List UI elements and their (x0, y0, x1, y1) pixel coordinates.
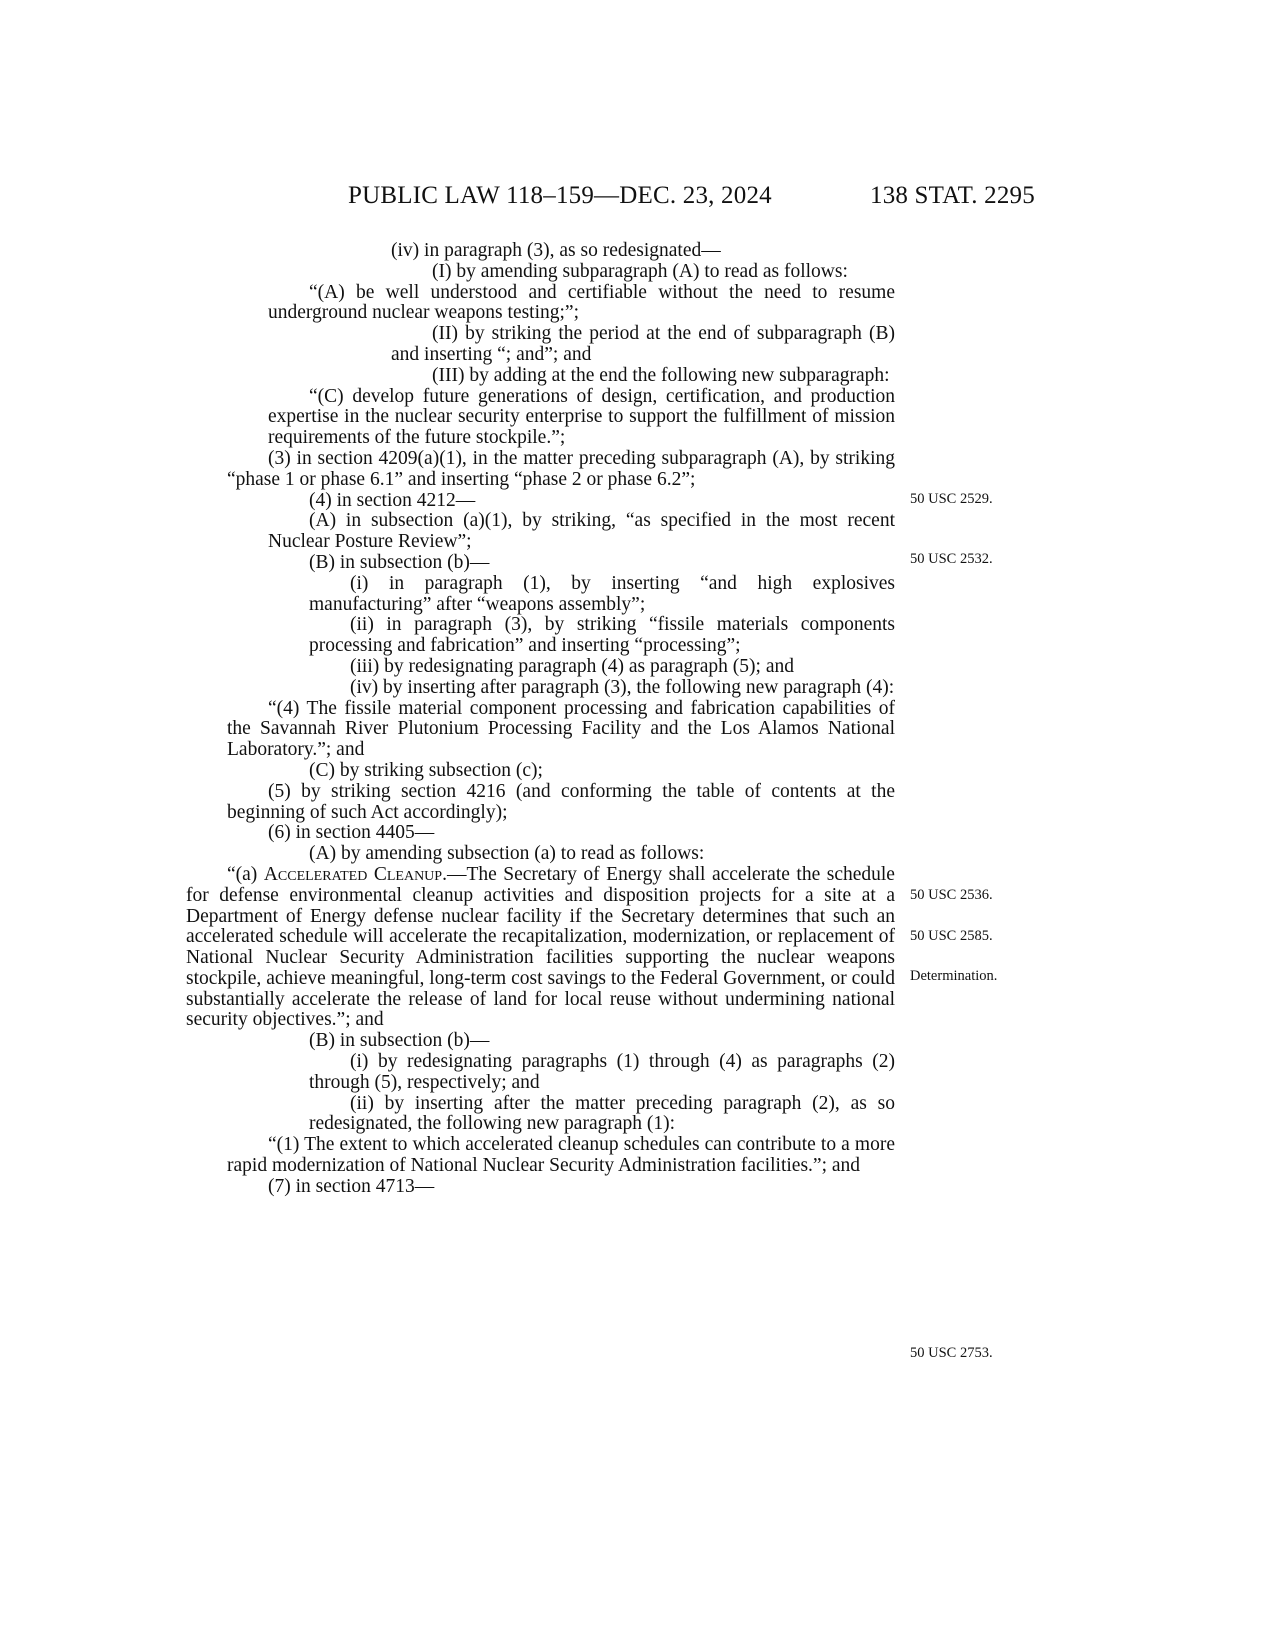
paragraph-6: (6) in section 4405— (268, 822, 435, 844)
paragraph-3: (3) in section 4209(a)(1), in the matter preceding subparagraph (A), by striking “phase 1 or phase 6.1” and inserting “phase 2 or phase 6.2”; (227, 447, 895, 490)
clause-iv: (iv) in paragraph (3), as so redesignated— (391, 240, 721, 261)
clause-6-B-ii: (ii) by inserting after the matter preceding paragraph (2), as so redesignated, the following new paragraph (1): (309, 1092, 895, 1135)
margin-note-usc-2532: 50 USC 2532. (910, 551, 993, 567)
clause-4-B-i: (i) in paragraph (1), by inserting “and high explosives manufacturing” after “weapons assembly”; (309, 572, 895, 615)
margin-note-determination: Determination. (910, 968, 998, 984)
clause-4-B-iii: (iii) by redesignating paragraph (4) as paragraph (5); and (350, 655, 794, 677)
subclause-III: (III) by adding at the end the following new subparagraph: (432, 364, 890, 386)
clause-4-B-iv: (iv) by inserting after paragraph (3), the following new paragraph (4): (350, 676, 895, 698)
quoted-paragraph-1: “(1) The extent to which accelerated cleanup schedules can contribute to a more rapid modernization of National Nuclear Security Administration facilities.”; and (227, 1134, 895, 1177)
running-header-page: 138 STAT. 2295 (870, 182, 1035, 209)
margin-note-usc-2753: 50 USC 2753. (910, 1345, 993, 1361)
subparagraph-6-A: (A) by amending subsection (a) to read as follows: (309, 843, 705, 865)
margin-note-usc-2529: 50 USC 2529. (910, 491, 993, 507)
subclause-II: (II) by striking the period at the end of subparagraph (B) and inserting “; and”; and (391, 323, 895, 365)
clause-4-B-ii: (ii) in paragraph (3), by striking “fissile materials components processing and fabrication” and inserting “processing”; (309, 614, 895, 657)
running-header-title: PUBLIC LAW 118–159—DEC. 23, 2024 (348, 182, 772, 209)
margin-note-usc-2585: 50 USC 2585. (910, 928, 993, 944)
quoted-subparagraph-A: “(A) be well understood and certifiable without the need to resume underground nuclear weapons testing;”; (268, 281, 895, 324)
paragraph-5: (5) by striking section 4216 (and conforming the table of contents at the beginning of such Act accordingly); (227, 780, 895, 823)
subparagraph-4-C: (C) by striking subsection (c); (309, 759, 543, 781)
statute-text (186, 240, 895, 1198)
quoted-subsection-a-open: “(a) (227, 863, 264, 885)
paragraph-7: (7) in section 4713— (268, 1175, 435, 1197)
clause-6-B-i: (i) by redesignating paragraphs (1) through (4) as paragraphs (2) through (5), respectively; and (309, 1051, 895, 1093)
subparagraph-4-A: (A) in subsection (a)(1), by striking, “as specified in the most recent Nuclear Posture Review”; (268, 510, 895, 553)
quoted-subsection-a (186, 865, 895, 1031)
quoted-subsection-a-text: .—The Secretary of Energy shall accelerate the schedule for defense environmental cleanup activities and disposition projects for a site at a Department of Energy defense nuclear facility if the Secretary determines that such an accelerated schedule will accelerate the recapitalization, modernization, or replacement of National Nuclear Security Administration facilities supporting the nuclear weapons stockpile, achieve meaningful, long-term cost savings to the Federal Government, or could substantially accelerate the release of land for local reuse without undermining national security objectives.”; and (186, 863, 895, 1031)
paragraph-4: (4) in section 4212— (309, 489, 476, 511)
quoted-subparagraph-C: “(C) develop future generations of design, certification, and production expertise in the nuclear security enterprise to support the fulfillment of mission requirements of the future stockpile.”; (268, 385, 895, 449)
subsection-heading: Accelerated Cleanup (263, 863, 443, 885)
quoted-paragraph-4: “(4) The fissile material component processing and fabrication capabilities of the Savannah River Plutonium Processing Facility and the Los Alamos National Laboratory.”; and (227, 697, 895, 761)
subparagraph-6-B: (B) in subsection (b)— (309, 1030, 490, 1052)
subclause-I: (I) by amending subparagraph (A) to read as follows: (432, 260, 848, 282)
subparagraph-4-B: (B) in subsection (b)— (309, 551, 490, 573)
margin-note-usc-2536: 50 USC 2536. (910, 887, 993, 903)
